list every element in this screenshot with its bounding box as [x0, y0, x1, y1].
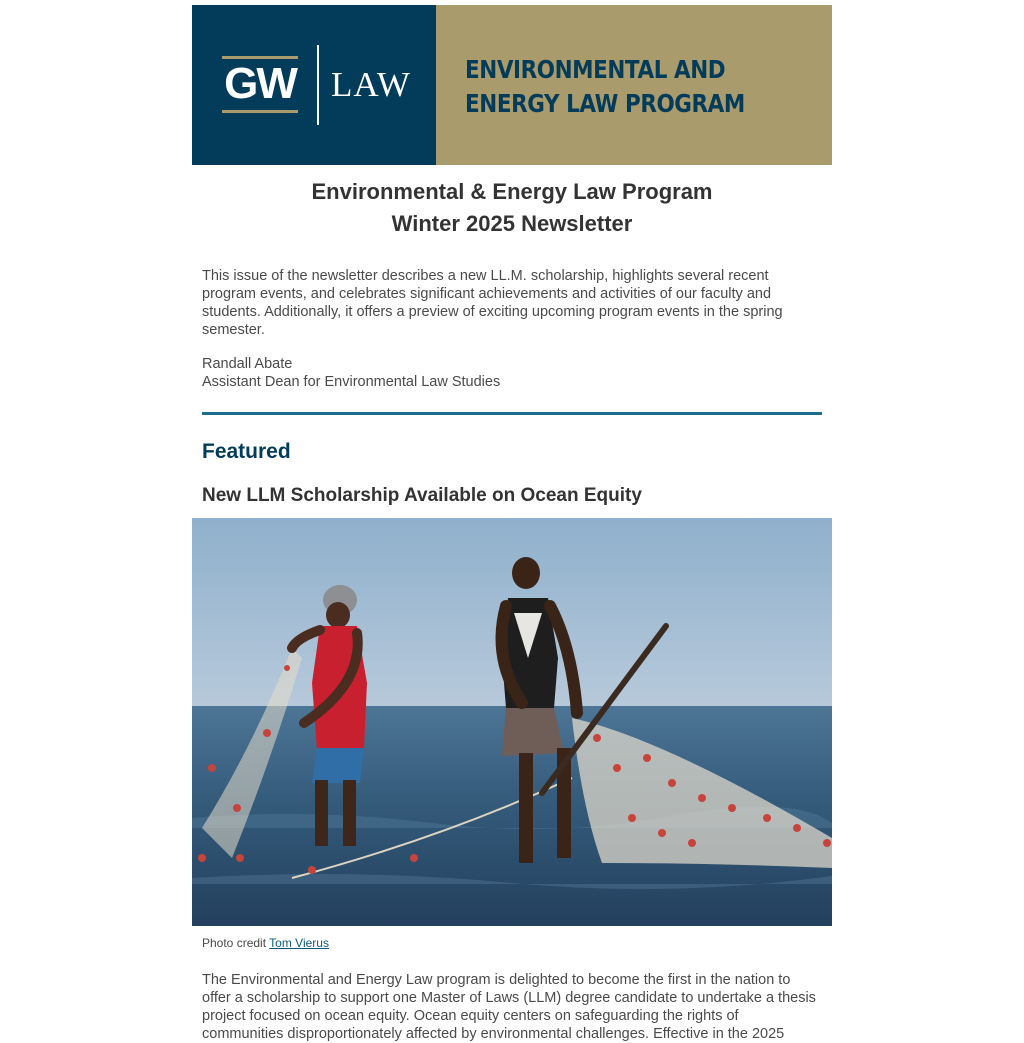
title-line-1: Environmental & Energy Law Program — [311, 179, 713, 204]
section-title-featured: Featured — [202, 440, 291, 463]
signature — [202, 355, 822, 391]
section-divider — [202, 412, 822, 415]
fishers-photo — [192, 518, 832, 926]
photo-credit-link[interactable]: Tom Vierus — [269, 936, 329, 950]
article-paragraph: The Environmental and Energy Law program is delighted to become the first in the nation to offer a scholarship to support one Master of Laws (LLM) degree candidate to undertake a thesis project focused on ocean equity. Ocean equity centers on safeguarding the rights of communities disproportionately affected by environmental challenges. Effective in the 2025 — [202, 972, 816, 1042]
photo-credit — [202, 936, 822, 950]
article-body — [192, 936, 832, 1043]
law-wordmark: LAW — [331, 65, 411, 104]
newsletter-title — [192, 176, 832, 240]
photo-credit-label: Photo credit — [202, 936, 267, 950]
program-line-2: ENERGY LAW PROGRAM — [465, 89, 745, 118]
logo-divider — [317, 45, 319, 125]
logo-rule-bottom — [222, 110, 298, 113]
title-line-2: Winter 2025 Newsletter — [391, 211, 633, 236]
newsletter — [192, 5, 832, 1042]
intro-paragraph: This issue of the newsletter describes a new LL.M. scholarship, highlights several recent program events, and celebrates significant achievements and activities of our faculty and students. Additionally, it offers a preview of exciting upcoming program events in the spring semester. — [202, 268, 783, 338]
gw-monogram — [222, 56, 298, 113]
program-name — [465, 53, 745, 121]
gw-logo-text: GW — [224, 59, 296, 108]
article-title: New LLM Scholarship Available on Ocean Equity — [202, 485, 642, 506]
gw-law-logo[interactable] — [192, 5, 436, 165]
signature-title: Assistant Dean for Environmental Law Studies — [202, 374, 501, 390]
header-banner — [192, 5, 832, 165]
program-banner — [436, 5, 832, 165]
signature-name: Randall Abate — [202, 356, 293, 372]
program-line-1: ENVIRONMENTAL AND — [465, 55, 726, 84]
newsletter-content — [192, 267, 832, 509]
